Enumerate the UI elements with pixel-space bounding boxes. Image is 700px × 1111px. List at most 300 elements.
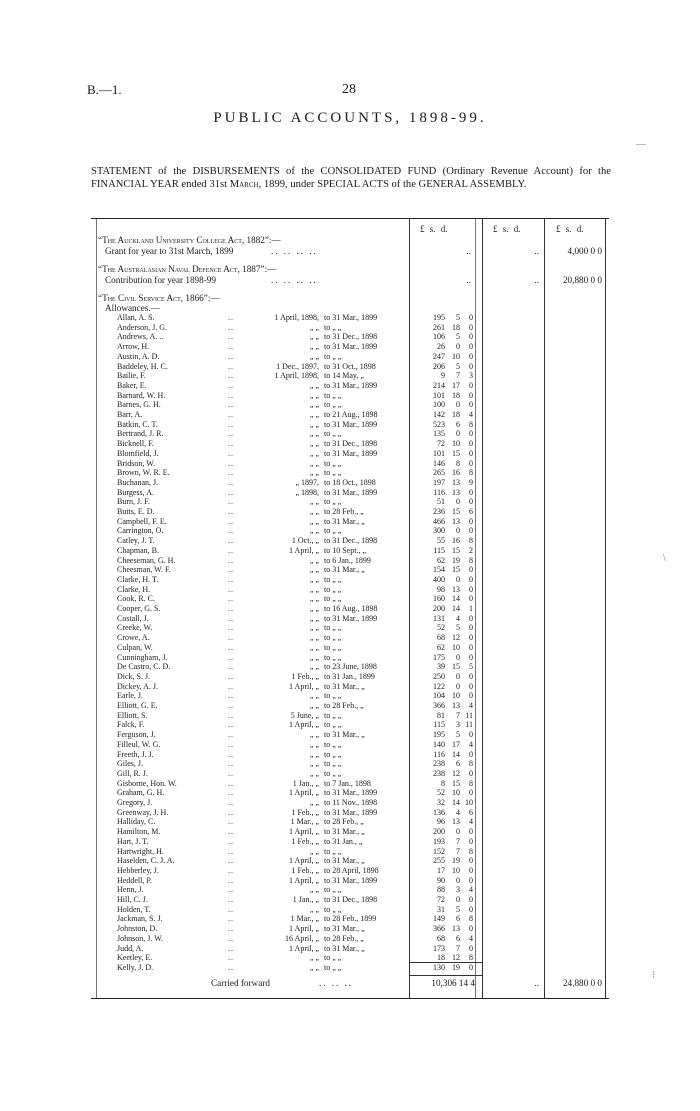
amount-shillings: 0 (456, 429, 460, 439)
table-row (91, 546, 609, 556)
amount-pounds: 32 (437, 798, 445, 807)
table-row (91, 410, 609, 420)
amount-pence: 0 (469, 497, 473, 507)
table-row (91, 779, 609, 789)
amount-shillings: 6 (456, 419, 460, 429)
leader-dots: .. (228, 671, 234, 681)
amount-shillings: 6 (456, 759, 460, 769)
allowance-from: „ „ (309, 594, 319, 604)
allowance-from: „ „ (309, 400, 319, 410)
amount-shillings: 13 (452, 487, 460, 497)
allowance-from: „ „ (309, 759, 319, 769)
amount-pounds: 250 (433, 671, 445, 681)
allowance-to: to 31 Mar., 1899 (324, 487, 378, 497)
allowance-to: to 31 Dec., 1898 (324, 895, 378, 904)
amount-pence: 0 (469, 904, 473, 914)
leader-dots: .. (228, 545, 234, 555)
allowance-name: Chapman, B. (117, 545, 159, 555)
amount-pence: 9 (469, 477, 473, 487)
table-row (91, 459, 609, 469)
amount-shillings: 16 (452, 536, 460, 546)
leader-dots: .. (228, 788, 234, 798)
amount-pounds: 149 (433, 914, 445, 924)
allowance-name: Clarke, H. T. (117, 574, 159, 584)
table-row (91, 332, 609, 342)
allowance-to: to „ „ (324, 400, 342, 410)
statement-disbursements: DISBURSEMENTS (192, 166, 280, 177)
allowance-to: to 31 Mar., „ (324, 730, 365, 740)
amount-shillings: 13 (452, 516, 460, 526)
table-row (91, 381, 609, 391)
allowance-name: Dickey, A. J. (117, 681, 159, 691)
amount-pounds: 152 (433, 846, 445, 856)
amount-pence: 0 (469, 594, 473, 604)
amount-pence: 0 (469, 671, 473, 681)
amount-shillings: 12 (452, 633, 460, 643)
act-subtitle: Contribution for year 1898-99 (105, 275, 216, 285)
amount-pounds: 193 (433, 836, 445, 846)
amount-pounds: 523 (433, 419, 445, 429)
allowance-from: „ „ (309, 846, 319, 856)
leader-dots: .. (228, 390, 234, 400)
leader-dots: .. (228, 448, 234, 458)
table-row (91, 633, 609, 643)
allowance-name: Baker, E. (117, 380, 147, 390)
amount-shillings: 10 (452, 351, 460, 361)
amount-shillings: 12 (452, 768, 460, 778)
allowance-to: to „ „ (324, 526, 342, 536)
allowance-to: to 31 Mar., 1899 (324, 380, 378, 390)
amount-pence: 0 (469, 322, 473, 332)
leader-dots: .. (228, 768, 234, 778)
allowance-to: to 6 Jan., 1899 (324, 555, 371, 565)
amount-pounds: 39 (437, 662, 445, 672)
allowance-name: Burn, J. F. (117, 497, 150, 507)
table-row (91, 847, 609, 857)
allowance-name: Hill, C. J. (117, 895, 148, 904)
amount-pounds: 52 (437, 788, 445, 798)
leader-dots: .. (228, 526, 234, 536)
allowance-to: to 31 Oct., 1898 (324, 361, 376, 371)
amount-shillings: 12 (452, 953, 460, 963)
table-row (91, 536, 609, 546)
amount-pounds: 106 (433, 332, 445, 342)
allowance-from: „ „ (309, 342, 319, 352)
statement-text-1: of the (151, 166, 193, 177)
amount-pence: 4 (469, 885, 473, 895)
allowance-to: to 31 Mar., 1899 (324, 875, 378, 885)
amount-pounds: 142 (433, 410, 445, 419)
amount-shillings: 0 (456, 827, 460, 837)
amount-shillings: 5 (456, 904, 460, 914)
allowance-from: „ „ (309, 798, 319, 807)
allowance-from: „ 1897, (295, 477, 319, 487)
amount-pounds: 31 (437, 904, 445, 914)
carried-forward-total: 24,880 0 0 (562, 978, 602, 988)
act-title: “The Auckland University College Act, 1882”:— (98, 235, 281, 245)
amount-pence: 0 (469, 856, 473, 866)
amount-pence: 8 (469, 759, 473, 769)
allowance-from: „ „ (309, 458, 319, 468)
amount-pounds: 115 (433, 720, 445, 730)
amount-pounds: 116 (433, 487, 445, 497)
allowance-from: 1 Mar., „ (290, 914, 319, 924)
leader-dots: .. (228, 410, 234, 419)
allowance-name: Buchanan, J. (117, 477, 159, 487)
allowance-to: to „ „ (324, 351, 342, 361)
allowance-from: 1 April, „ (289, 720, 319, 730)
leader-dots: .. (228, 652, 234, 662)
allowance-from: „ „ (309, 380, 319, 390)
allowance-to: to „ „ (324, 642, 342, 652)
amount-shillings: 10 (452, 865, 460, 875)
amount-pence: 3 (469, 371, 473, 381)
allowance-name: Henn, J. (117, 885, 144, 895)
page-title: PUBLIC ACCOUNTS, 1898-99. (213, 110, 487, 126)
table-row (91, 701, 609, 711)
amount-shillings: 18 (452, 410, 460, 419)
allowance-name: De Castro, C. D. (117, 662, 171, 672)
subtotal-rule (409, 975, 482, 976)
allowance-name: Freeth, J. J. (117, 749, 154, 759)
table-row (91, 488, 609, 498)
allowance-from: 1 April, 1898, (274, 313, 319, 322)
leader-dots: .. (228, 468, 234, 478)
allowance-to: to „ „ (324, 739, 342, 749)
leader-dots: .. (228, 865, 234, 875)
amount-pounds: 366 (433, 924, 445, 934)
allowance-from: 1 April, „ (289, 788, 319, 798)
allowance-name: Arrow, H. (117, 342, 150, 352)
allowance-name: Johnston, D. (117, 924, 158, 934)
allowance-name: Haselden, C. J. A. (117, 856, 175, 866)
disbursements-table (91, 218, 609, 999)
leader-dots: .. (228, 827, 234, 837)
allowance-from: „ „ (309, 565, 319, 575)
leader-dots: .. (228, 846, 234, 856)
amount-pounds: 255 (433, 856, 445, 866)
amount-shillings: 15 (452, 448, 460, 458)
leader-dots: .. (228, 487, 234, 497)
allowance-name: Creeke, W. (117, 623, 153, 633)
allowance-name: Barnard, W. H. (117, 390, 166, 400)
amount-shillings: 3 (456, 885, 460, 895)
table-row (91, 924, 609, 934)
amount-pounds: 173 (433, 943, 445, 953)
amount-shillings: 0 (456, 895, 460, 904)
allowance-from: „ „ (309, 885, 319, 895)
allowance-name: Halliday, C. (117, 817, 156, 827)
amount-pounds: 52 (437, 623, 445, 633)
amount-shillings: 5 (456, 313, 460, 322)
amount-shillings: 19 (452, 856, 460, 866)
amount-pence: 5 (469, 662, 473, 672)
allowance-from: „ 1898, (295, 487, 319, 497)
amount-pounds: 96 (437, 817, 445, 827)
amount-shillings: 7 (456, 710, 460, 720)
leader-dots: .. (228, 778, 234, 788)
allowance-from: 1 Feb., „ (291, 671, 319, 681)
allowance-from: 1 Oct., „ (291, 536, 319, 546)
allowance-name: Costall, J. (117, 613, 149, 623)
statement-text-2: of the CONSOLIDATED FUND (Ordinary Revenue Account) for the FINANCIAL YEAR ended 31st (91, 166, 612, 190)
allowance-to: to 31 Mar., „ (324, 856, 365, 866)
amount-shillings: 6 (456, 914, 460, 924)
amount-pence: 8 (469, 536, 473, 546)
amount-pounds: 236 (433, 507, 445, 516)
amount-shillings: 17 (452, 380, 460, 390)
allowance-to: to 18 Oct., 1898 (324, 477, 376, 487)
allowance-name: Cunningham, J. (117, 652, 168, 662)
amount-shillings: 14 (452, 749, 460, 759)
amount-pence: 0 (469, 895, 473, 904)
amount-shillings: 5 (456, 361, 460, 371)
allowance-name: Cheeseman, G. H. (117, 555, 176, 565)
amount-pounds: 98 (437, 584, 445, 594)
allowance-name: Hartwright, H. (117, 846, 164, 856)
allowance-name: Austin, A. D. (117, 351, 160, 361)
table-row (91, 526, 609, 536)
table-row (91, 769, 609, 779)
allowance-from: 1 Jan., „ (292, 778, 319, 788)
amount-pence: 4 (469, 739, 473, 749)
act-title: “The Australasian Naval Defence Act, 1887”:— (98, 264, 277, 274)
amount-shillings: 7 (456, 371, 460, 381)
allowance-name: Batkin, C. T. (117, 419, 158, 429)
allowance-from: „ „ (309, 584, 319, 594)
amount-pence: 0 (469, 516, 473, 526)
leader-dots: .. (228, 584, 234, 594)
amount-shillings: 4 (456, 807, 460, 817)
leader-dots: .. (228, 419, 234, 429)
allowance-to: to 31 Dec., 1898 (324, 439, 378, 449)
amount-shillings: 17 (452, 739, 460, 749)
amount-shillings: 13 (452, 584, 460, 594)
allowance-name: Hart, J. T. (117, 836, 149, 846)
leader-dots: .. (228, 895, 234, 904)
amount-pence: 0 (469, 827, 473, 837)
table-row (91, 575, 609, 585)
amount-shillings: 7 (456, 846, 460, 856)
allowance-name: Bailie, F. (117, 371, 146, 381)
table-row (91, 517, 609, 527)
allowance-from: „ „ (309, 410, 319, 419)
amount-pence: 0 (469, 584, 473, 594)
allowance-to: to 7 Jan., 1898 (324, 778, 371, 788)
table-row (91, 895, 609, 905)
allowance-to: to „ „ (324, 458, 342, 468)
margin-mark: — (636, 139, 646, 150)
leader-dots: .. (228, 701, 234, 710)
allowance-name: Crowe, A. (117, 633, 150, 643)
allowance-from: „ „ (309, 516, 319, 526)
amount-pounds: 131 (433, 613, 445, 623)
table-row (91, 672, 609, 682)
amount-pounds: 101 (433, 390, 445, 400)
table-row (91, 662, 609, 672)
allowance-to: to 31 Mar., 1899 (324, 613, 378, 623)
allowance-from: „ „ (309, 642, 319, 652)
allowance-to: to „ „ (324, 710, 342, 720)
amount-pounds: 265 (433, 468, 445, 478)
table-row (91, 788, 609, 798)
allowance-from: „ „ (309, 768, 319, 778)
amount-pounds: 195 (433, 730, 445, 740)
amount-pence: 0 (469, 351, 473, 361)
allowance-name: Jackman, S. J. (117, 914, 163, 924)
table-row (91, 953, 609, 963)
allowance-name: Barnes, G. H. (117, 400, 161, 410)
amount-pence: 0 (469, 526, 473, 536)
amount-shillings: 19 (452, 962, 460, 972)
allowance-name: Keetley, E. (117, 953, 153, 963)
allowance-from: 5 June, „ (290, 710, 319, 720)
leader-dots: .. (228, 759, 234, 769)
leader-dots: .. (228, 856, 234, 866)
amount-pence: 0 (469, 652, 473, 662)
allowance-from: 1 April, „ (289, 943, 319, 953)
amount-shillings: 15 (452, 778, 460, 788)
amount-pounds: 51 (437, 497, 445, 507)
allowance-from: „ „ (309, 953, 319, 963)
allowance-name: Graham, G. H. (117, 788, 165, 798)
amount-pence: 11 (465, 720, 473, 730)
allowance-to: to „ „ (324, 429, 342, 439)
allowance-to: to 31 Mar., 1899 (324, 419, 378, 429)
allowance-from: „ „ (309, 419, 319, 429)
allowance-from: „ „ (309, 749, 319, 759)
allowance-from: 1 April, „ (289, 681, 319, 691)
act-col1: .. (466, 246, 471, 256)
allowance-from: 1 April, 1898, (274, 371, 319, 381)
amount-pence: 0 (469, 681, 473, 691)
table-row (91, 720, 609, 730)
allowance-from: 1 April, „ (289, 856, 319, 866)
amount-pence: 0 (469, 390, 473, 400)
allowance-name: Allan, A. S. (117, 313, 155, 322)
amount-pounds: 200 (433, 827, 445, 837)
amount-pounds: 197 (433, 477, 445, 487)
amount-shillings: 10 (452, 642, 460, 652)
amount-shillings: 0 (456, 875, 460, 885)
amount-pence: 8 (469, 914, 473, 924)
amount-shillings: 14 (452, 604, 460, 613)
allowance-from: 1 Mar., „ (290, 817, 319, 827)
allowance-from: „ „ (309, 962, 319, 972)
table-row (91, 400, 609, 410)
act-title: “The Civil Service Act, 1866”:— (98, 293, 220, 303)
table-row (91, 944, 609, 954)
allowance-from: 1 April, „ (289, 827, 319, 837)
table-row (91, 323, 609, 333)
amount-shillings: 0 (456, 342, 460, 352)
allowance-from: „ „ (309, 390, 319, 400)
amount-shillings: 5 (456, 623, 460, 633)
amount-pence: 6 (469, 507, 473, 516)
leader-dots: .. (228, 604, 234, 613)
table-row (91, 556, 609, 566)
allowance-to: to 31 Dec., 1898 (324, 332, 378, 342)
amount-pence: 0 (469, 574, 473, 584)
leader-dots: .. (228, 594, 234, 604)
amount-shillings: 16 (452, 468, 460, 478)
table-row (91, 439, 609, 449)
leader-dots: .. (228, 953, 234, 963)
statement-march: March (229, 178, 259, 190)
amount-pounds: 62 (437, 555, 445, 565)
allowance-name: Cook, R. C. (117, 594, 156, 604)
allowance-name: Cheesman, W. F. (117, 565, 171, 575)
allowance-from: „ „ (309, 429, 319, 439)
allowance-to: to 31 Mar., 1899 (324, 807, 378, 817)
table-row (91, 817, 609, 827)
allowance-name: Andrews, A. .. (117, 332, 164, 342)
allowance-from: „ „ (309, 604, 319, 613)
amount-shillings: 13 (452, 924, 460, 934)
amount-shillings: 7 (456, 836, 460, 846)
leader-dots: .. (228, 313, 234, 322)
leader-dots: .. (228, 914, 234, 924)
amount-shillings: 5 (456, 332, 460, 342)
amount-shillings: 5 (456, 730, 460, 740)
act-col2: .. (534, 275, 539, 285)
act-col2: .. (534, 246, 539, 256)
allowance-to: to 28 Feb., „ (324, 933, 364, 943)
allowance-to: to „ „ (324, 623, 342, 633)
allowance-name: Kelly, J. D. (117, 962, 154, 972)
amount-pounds: 62 (437, 642, 445, 652)
allowance-from: „ „ (309, 351, 319, 361)
amount-pence: 4 (469, 701, 473, 710)
amount-pounds: 206 (433, 361, 445, 371)
leader-dots: .. (228, 749, 234, 759)
allowance-to: to 31 Mar., „ (324, 943, 365, 953)
allowance-from: „ „ (309, 613, 319, 623)
allowance-name: Falck, F. (117, 720, 145, 730)
allowance-name: Baddeley, H. C. (117, 361, 168, 371)
amount-pence: 4 (469, 410, 473, 419)
allowance-name: Barr, A. (117, 410, 143, 419)
allowance-from: „ „ (309, 633, 319, 643)
amount-pounds: 9 (441, 371, 445, 381)
amount-pounds: 81 (437, 710, 445, 720)
allowance-to: to 28 Feb., 1899 (324, 914, 377, 924)
amount-pounds: 90 (437, 875, 445, 885)
amount-pence: 0 (469, 380, 473, 390)
allowance-name: Johnson, J. W. (117, 933, 164, 943)
table-row (91, 449, 609, 459)
amount-pence: 0 (469, 613, 473, 623)
amount-pounds: 466 (433, 516, 445, 526)
amount-pounds: 116 (433, 749, 445, 759)
table-row (91, 827, 609, 837)
table-row (91, 740, 609, 750)
amount-pence: 8 (469, 846, 473, 856)
allowance-from: „ „ (309, 701, 319, 710)
amount-shillings: 6 (456, 933, 460, 943)
allowance-from: „ „ (309, 904, 319, 914)
amount-pence: 1 (469, 604, 473, 613)
amount-pounds: 100 (433, 400, 445, 410)
amount-pounds: 130 (433, 962, 445, 972)
leader-dots: .. (228, 836, 234, 846)
leader-dots: .. .. .. .. (271, 275, 318, 285)
amount-pounds: 366 (433, 701, 445, 710)
leader-dots: .. (228, 904, 234, 914)
allowance-to: to 28 Feb., „ (324, 507, 364, 516)
leader-dots: .. (228, 623, 234, 633)
leader-dots: .. (228, 565, 234, 575)
